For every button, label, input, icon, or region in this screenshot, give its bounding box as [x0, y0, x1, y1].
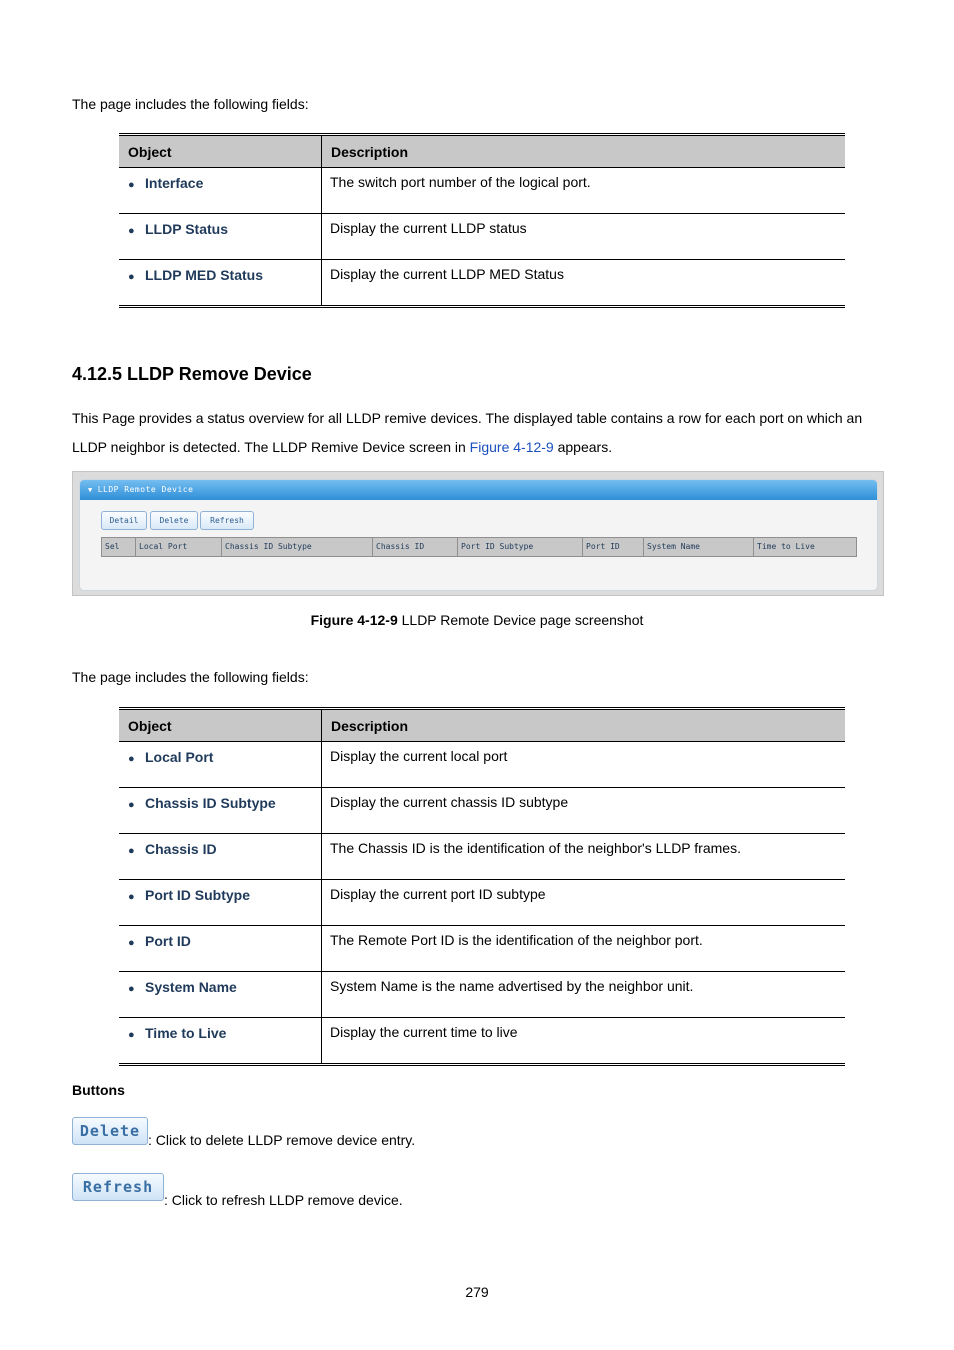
- description-cell: Display the current port ID subtype: [322, 880, 846, 926]
- refresh-button-sample[interactable]: Refresh: [72, 1173, 164, 1201]
- description-cell: Display the current chassis ID subtype: [322, 788, 846, 834]
- bullet-icon: ●: [128, 891, 135, 903]
- bullet-icon: ●: [128, 179, 135, 191]
- object-cell: [119, 788, 322, 834]
- description-cell: Display the current LLDP status: [322, 214, 846, 260]
- lldp-remote-device-screenshot: [72, 471, 884, 596]
- object-cell: [119, 1018, 322, 1065]
- table-row: [119, 742, 845, 788]
- column-header-description: Description: [322, 135, 846, 168]
- description-cell: The Chassis ID is the identification of the neighbor's LLDP frames.: [322, 834, 846, 880]
- figure-caption: [0, 612, 954, 628]
- intro-text: The page includes the following fields:: [72, 669, 309, 685]
- description-cell: System Name is the name advertised by the neighbor unit.: [322, 972, 846, 1018]
- detail-button[interactable]: Detail: [101, 511, 147, 530]
- table-row: [119, 260, 845, 307]
- object-label: LLDP Status: [145, 221, 228, 237]
- figure-caption-text: LLDP Remote Device page screenshot: [397, 612, 644, 628]
- object-label: Chassis ID: [145, 841, 217, 857]
- table-row: [119, 880, 845, 926]
- object-label: Chassis ID Subtype: [145, 795, 276, 811]
- column-port-id-subtype: Port ID Subtype: [458, 538, 583, 556]
- delete-button-sample[interactable]: Delete: [72, 1117, 148, 1145]
- description-cell: Display the current local port: [322, 742, 846, 788]
- object-label: LLDP MED Status: [145, 267, 263, 283]
- table-header-row: [119, 709, 845, 742]
- table-row: [119, 926, 845, 972]
- object-cell: [119, 742, 322, 788]
- table-header-row: [119, 135, 845, 168]
- section-paragraph-line-1: This Page provides a status overview for all LLDP remive devices. The displayed table contains a row for each port on which an: [72, 410, 863, 426]
- intro-text: The page includes the following fields:: [72, 96, 309, 112]
- bullet-icon: ●: [128, 753, 135, 765]
- bullet-icon: ●: [128, 225, 135, 237]
- figure-link[interactable]: Figure 4-12-9: [469, 439, 554, 455]
- column-port-id: Port ID: [583, 538, 644, 556]
- delete-description: : Click to delete LLDP remove device entry.: [148, 1132, 416, 1148]
- bullet-icon: ●: [128, 799, 135, 811]
- object-label: Port ID: [145, 933, 191, 949]
- bullet-icon: ●: [128, 983, 135, 995]
- description-cell: Display the current LLDP MED Status: [322, 260, 846, 307]
- column-chassis-id: Chassis ID: [373, 538, 458, 556]
- object-cell: [119, 926, 322, 972]
- object-label: Local Port: [145, 749, 214, 765]
- table-row: [119, 972, 845, 1018]
- table-row: [119, 1018, 845, 1065]
- column-local-port: Local Port: [136, 538, 222, 556]
- description-cell: The Remote Port ID is the identification of the neighbor port.: [322, 926, 846, 972]
- column-system-name: System Name: [644, 538, 754, 556]
- refresh-button[interactable]: Refresh: [200, 511, 254, 530]
- object-cell: [119, 260, 322, 307]
- fields-table-remote-device: [119, 707, 845, 1066]
- column-header-description: Description: [322, 709, 846, 742]
- object-cell: [119, 834, 322, 880]
- paragraph-text: appears.: [553, 439, 613, 455]
- bullet-icon: ●: [128, 271, 135, 283]
- column-chassis-id-subtype: Chassis ID Subtype: [222, 538, 373, 556]
- section-heading: 4.12.5 LLDP Remove Device: [72, 364, 312, 384]
- lldp-remote-device-panel: [79, 479, 878, 591]
- panel-header: [80, 480, 877, 500]
- table-row: [119, 788, 845, 834]
- object-label: Time to Live: [145, 1025, 227, 1041]
- remote-device-table-header: [101, 537, 857, 557]
- section-paragraph-line-2: [72, 439, 612, 455]
- column-header-object: Object: [119, 709, 322, 742]
- bullet-icon: ●: [128, 845, 135, 857]
- bullet-icon: ●: [128, 1029, 135, 1041]
- table-row: [119, 214, 845, 260]
- page-number: 279: [465, 1284, 489, 1300]
- description-cell: The switch port number of the logical port.: [322, 168, 846, 214]
- object-label: Port ID Subtype: [145, 887, 251, 903]
- table-row: [119, 168, 845, 214]
- object-cell: [119, 880, 322, 926]
- column-time-to-live: Time to Live: [757, 542, 815, 551]
- object-cell: [119, 168, 322, 214]
- fields-table-status: [119, 133, 845, 308]
- object-cell: [119, 972, 322, 1018]
- refresh-description: : Click to refresh LLDP remove device.: [164, 1192, 403, 1208]
- figure-number: Figure 4-12-9: [310, 612, 398, 628]
- column-sel: Sel: [102, 538, 136, 556]
- delete-button[interactable]: Delete: [150, 511, 198, 530]
- paragraph-text: LLDP neighbor is detected. The LLDP Remive Device screen in: [72, 439, 470, 455]
- bullet-icon: ●: [128, 937, 135, 949]
- description-cell: Display the current time to live: [322, 1018, 846, 1065]
- object-label: Interface: [145, 175, 204, 191]
- panel-title: LLDP Remote Device: [97, 485, 194, 494]
- column-header-object: Object: [119, 135, 322, 168]
- object-cell: [119, 214, 322, 260]
- object-label: System Name: [145, 979, 237, 995]
- collapse-triangle-icon[interactable]: ▼: [88, 486, 93, 494]
- buttons-heading: Buttons: [72, 1082, 125, 1098]
- table-row: [119, 834, 845, 880]
